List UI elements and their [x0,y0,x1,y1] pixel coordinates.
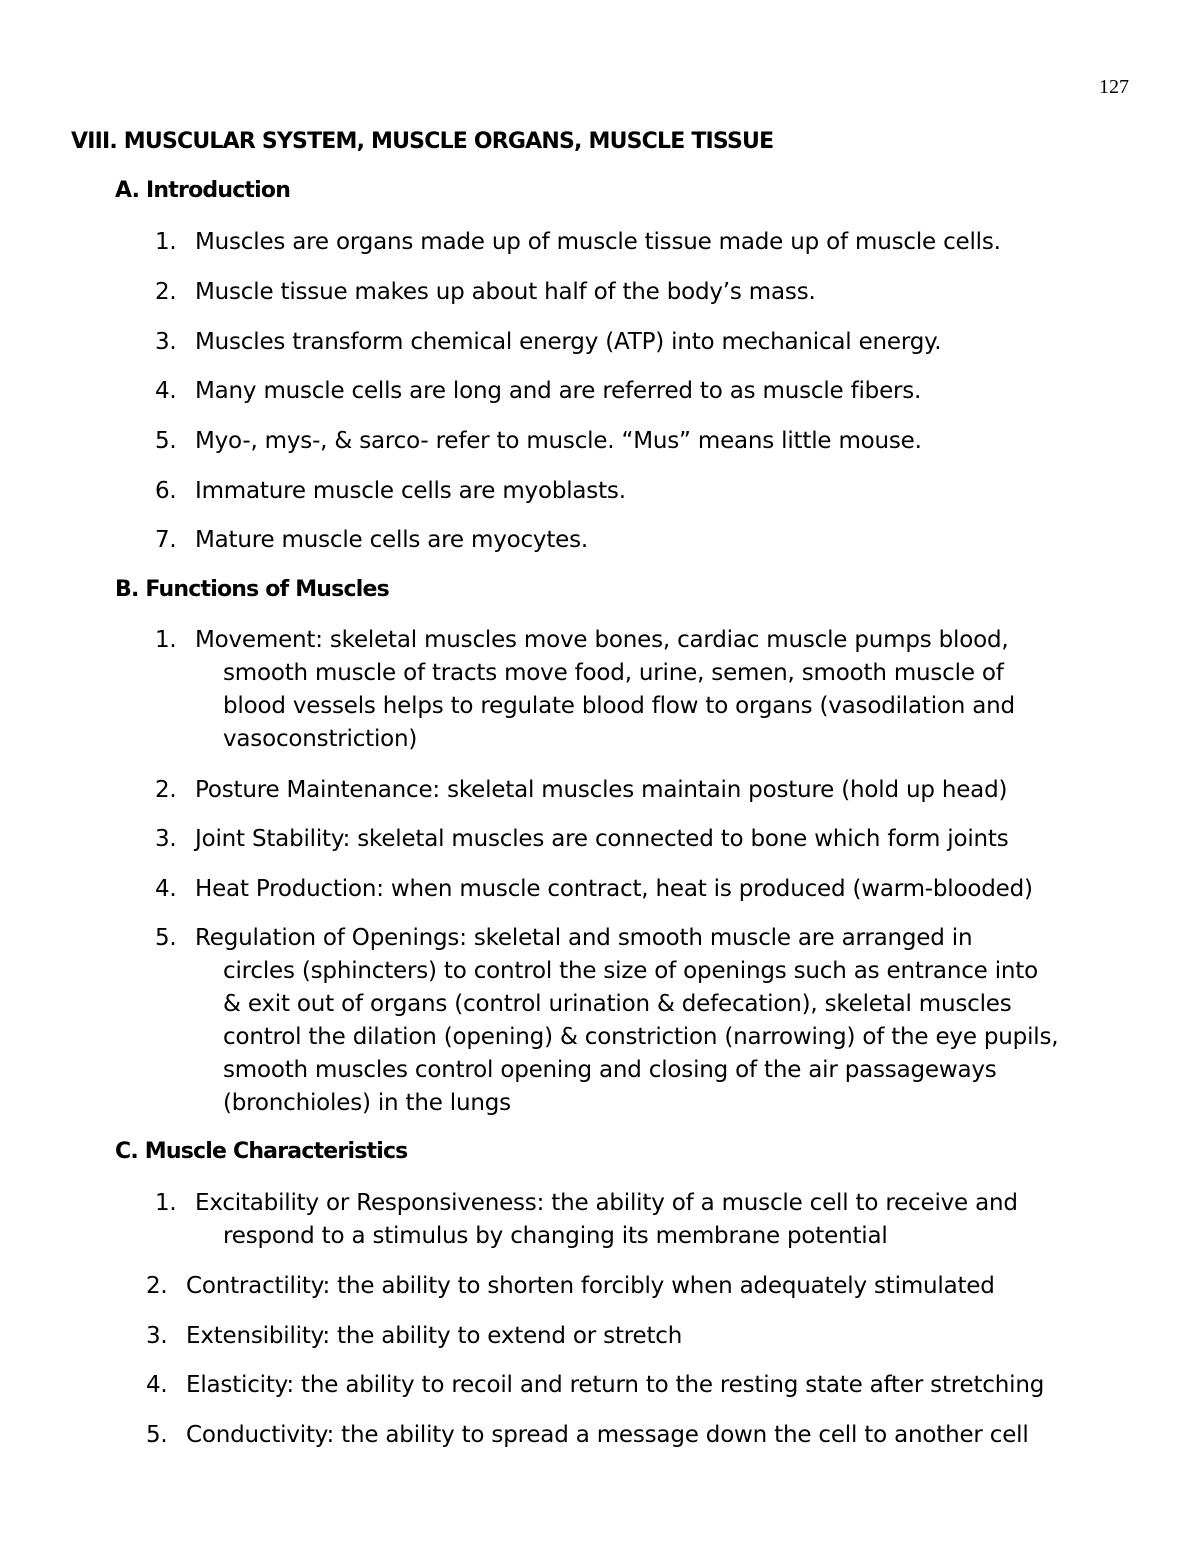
item-number: 5. [155,925,177,951]
item-text: Joint Stability: skeletal muscles are connected to bone which form joints [195,826,1009,852]
item-number: 6. [155,478,177,504]
page-title: VIII. MUSCULAR SYSTEM, MUSCLE ORGANS, MUSCLE TISSUE [71,129,774,154]
item-text: Regulation of Openings: skeletal and smooth muscle are arranged in [195,925,973,951]
item-text-continued: smooth muscle of tracts move food, urine, semen, smooth muscle of [223,660,1004,686]
item-number: 1. [155,229,177,255]
item-text-continued: vasoconstriction) [223,726,418,752]
item-number: 3. [155,826,177,852]
item-number: 2. [146,1273,168,1299]
item-number: 4. [146,1372,168,1398]
item-text: Extensibility: the ability to extend or stretch [186,1323,683,1349]
item-text: Conductivity: the ability to spread a message down the cell to another cell [186,1422,1029,1448]
item-text: Posture Maintenance: skeletal muscles maintain posture (hold up head) [195,777,1008,803]
item-text: Contractility: the ability to shorten forcibly when adequately stimulated [186,1273,995,1299]
item-text: Movement: skeletal muscles move bones, cardiac muscle pumps blood, [195,627,1009,653]
item-text: Muscle tissue makes up about half of the body’s mass. [195,279,816,305]
item-text-continued: control the dilation (opening) & constriction (narrowing) of the eye pupils, [223,1024,1059,1050]
section-heading-introduction: A. Introduction [115,178,291,203]
item-text: Immature muscle cells are myoblasts. [195,478,626,504]
item-number: 3. [155,329,177,355]
page-number: 127 [1099,76,1129,98]
item-text: Myo-, mys-, & sarco- refer to muscle. “Mus” means little mouse. [195,428,922,454]
item-text-continued: smooth muscles control opening and closing of the air passageways [223,1057,997,1083]
item-text: Elasticity: the ability to recoil and return to the resting state after stretching [186,1372,1045,1398]
item-number: 7. [155,527,177,553]
item-text-continued: circles (sphincters) to control the size of openings such as entrance into [223,958,1038,984]
item-text: Muscles transform chemical energy (ATP) into mechanical energy. [195,329,942,355]
item-text: Mature muscle cells are myocytes. [195,527,588,553]
item-number: 2. [155,777,177,803]
section-heading-functions: B. Functions of Muscles [115,577,389,602]
section-heading-characteristics: C. Muscle Characteristics [115,1139,408,1164]
item-number: 1. [155,627,177,653]
item-number: 5. [146,1422,168,1448]
item-number: 4. [155,876,177,902]
item-number: 5. [155,428,177,454]
item-text-continued: blood vessels helps to regulate blood flow to organs (vasodilation and [223,693,1015,719]
item-number: 3. [146,1323,168,1349]
item-number: 4. [155,378,177,404]
item-text: Muscles are organs made up of muscle tissue made up of muscle cells. [195,229,1001,255]
item-text: Heat Production: when muscle contract, heat is produced (warm-blooded) [195,876,1033,902]
item-text-continued: respond to a stimulus by changing its membrane potential [223,1223,888,1249]
item-number: 2. [155,279,177,305]
item-text: Many muscle cells are long and are referred to as muscle fibers. [195,378,922,404]
item-text-continued: (bronchioles) in the lungs [223,1090,511,1116]
item-number: 1. [155,1190,177,1216]
item-text-continued: & exit out of organs (control urination & defecation), skeletal muscles [223,991,1012,1017]
item-text: Excitability or Responsiveness: the ability of a muscle cell to receive and [195,1190,1018,1216]
